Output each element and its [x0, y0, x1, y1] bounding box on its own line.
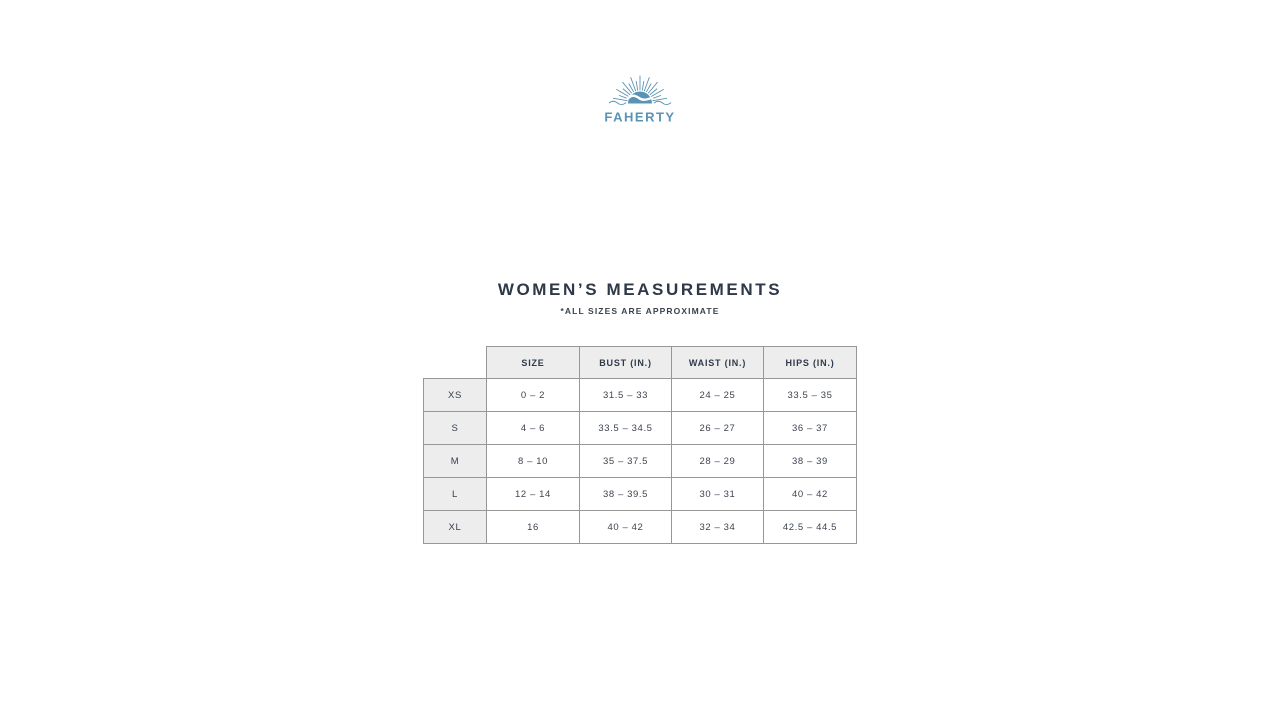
corner-cell: [424, 347, 487, 379]
table-cell: 36 – 37: [764, 412, 857, 445]
table-cell: 12 – 14: [487, 478, 580, 511]
page-subtitle: *ALL SIZES ARE APPROXIMATE: [560, 306, 720, 316]
table-cell: 4 – 6: [487, 412, 580, 445]
table-cell: 8 – 10: [487, 445, 580, 478]
table-cell: 16: [487, 511, 580, 544]
table-cell: 33.5 – 34.5: [580, 412, 672, 445]
sun-wave-icon: [598, 74, 682, 126]
table-cell: 40 – 42: [764, 478, 857, 511]
table-cell: 35 – 37.5: [580, 445, 672, 478]
table-cell: 31.5 – 33: [580, 379, 672, 412]
column-header-bust: BUST (IN.): [580, 347, 672, 379]
right-wave-icon: [654, 101, 671, 105]
table-row-xs: [424, 379, 857, 412]
table-cell: 32 – 34: [672, 511, 764, 544]
table-cell: 0 – 2: [487, 379, 580, 412]
row-label-l: L: [424, 478, 487, 511]
table-cell: 30 – 31: [672, 478, 764, 511]
table-cell: 26 – 27: [672, 412, 764, 445]
measurements-table: [423, 346, 857, 544]
table-row-xl: [424, 511, 857, 544]
table-row-l: [424, 478, 857, 511]
table-cell: 40 – 42: [580, 511, 672, 544]
table-cell: 24 – 25: [672, 379, 764, 412]
faherty-logo: [598, 74, 682, 126]
row-label-m: M: [424, 445, 487, 478]
table-cell: 38 – 39.5: [580, 478, 672, 511]
column-header-size: SIZE: [487, 347, 580, 379]
column-header-hips: HIPS (IN.): [764, 347, 857, 379]
header-row: [424, 347, 857, 379]
page-title: WOMEN’S MEASUREMENTS: [497, 280, 783, 299]
table-cell: 38 – 39: [764, 445, 857, 478]
table-cell: 33.5 – 35: [764, 379, 857, 412]
left-wave-icon: [609, 101, 626, 105]
table-row-s: [424, 412, 857, 445]
row-label-s: S: [424, 412, 487, 445]
table-cell: 28 – 29: [672, 445, 764, 478]
row-label-xl: XL: [424, 511, 487, 544]
column-header-waist: WAIST (IN.): [672, 347, 764, 379]
brand-name: FAHERTY: [604, 109, 676, 125]
row-label-xs: XS: [424, 379, 487, 412]
table-row-m: [424, 445, 857, 478]
table-cell: 42.5 – 44.5: [764, 511, 857, 544]
